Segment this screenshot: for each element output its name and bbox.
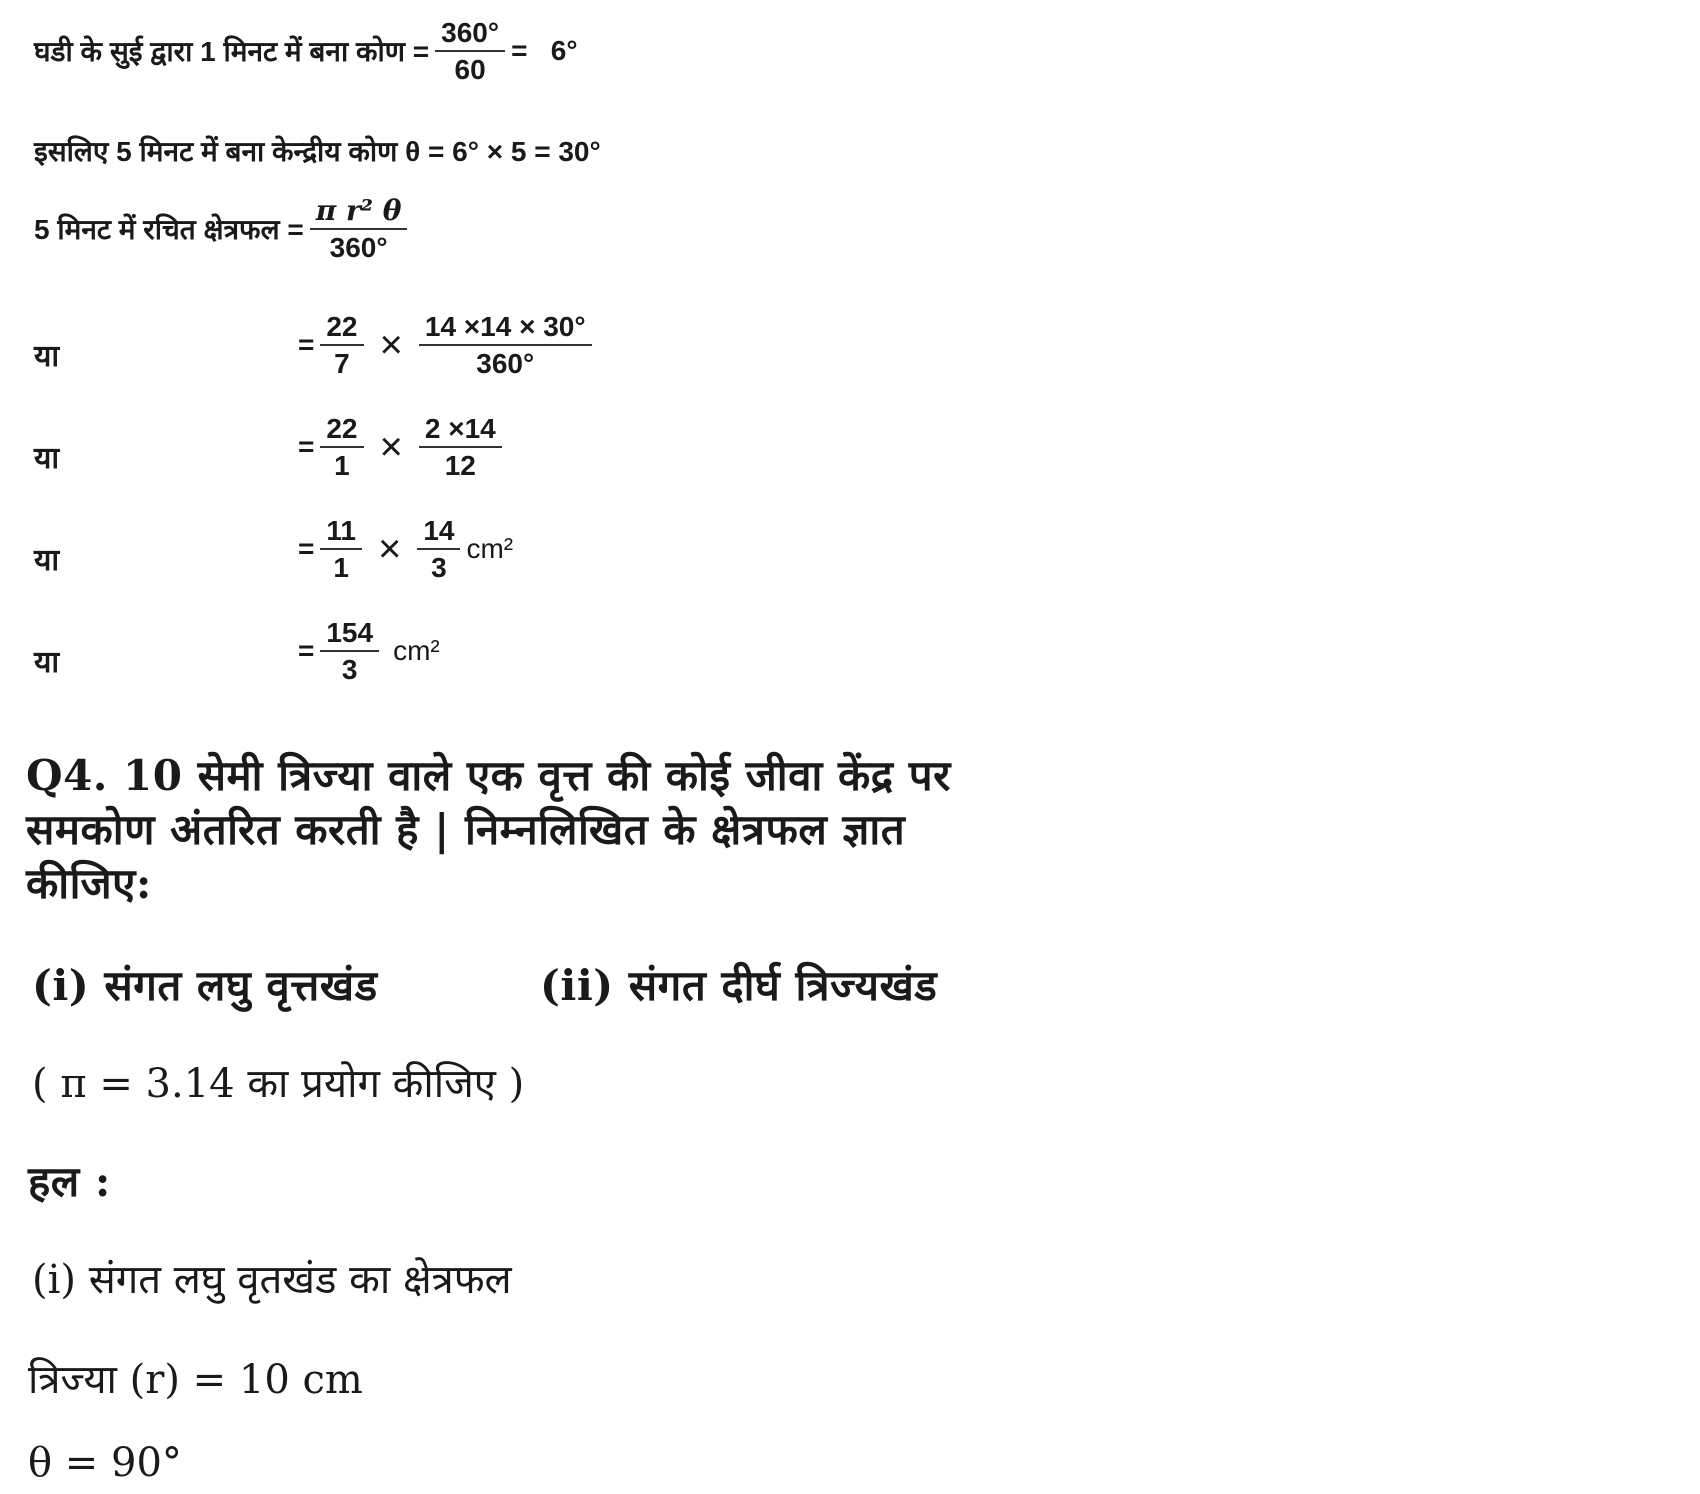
sector-area-text: 5 मिनट में रचित क्षेत्रफल = — [34, 214, 304, 246]
times-sign: × — [379, 322, 403, 367]
clock-angle-text: घडी के सुई द्वारा 1 मिनट में बना कोण = — [34, 36, 430, 68]
unit-label: cm² — [466, 533, 514, 565]
equals-sign: = — [298, 533, 315, 565]
clock-angle-fraction — [435, 18, 505, 85]
times-sign: × — [377, 526, 402, 571]
step-fraction-1 — [320, 414, 363, 481]
fraction-numerator: 14 ×14 × 30° — [419, 312, 592, 346]
question-part-ii: (ii) संगत दीर्घ त्रिज्यखंड — [540, 961, 938, 1010]
question-line-1: Q4. 10 सेमी त्रिज्या वाले एक वृत्त की कोई जीवा केंद्र पर — [26, 751, 951, 800]
step-row-3 — [298, 516, 513, 583]
equals-sign: = — [298, 431, 315, 463]
answer-part-i-heading: (i) संगत लघु वृतखंड का क्षेत्रफल — [32, 1257, 512, 1303]
radius-line: त्रिज्या (r) = 10 cm — [28, 1357, 363, 1403]
step-fraction-1 — [320, 516, 362, 583]
step-label: या — [34, 646, 60, 679]
fraction-denominator: 7 — [334, 348, 350, 380]
step-label: या — [34, 544, 60, 577]
fraction-numerator: 22 — [320, 414, 363, 448]
fraction-numerator: 2 ×14 — [419, 414, 502, 448]
equals-sign: = — [298, 329, 315, 361]
clock-angle-line — [34, 18, 578, 85]
fraction-numerator: 360° — [435, 18, 505, 52]
fraction-numerator: π r² θ — [310, 196, 408, 230]
fraction-denominator: 360° — [329, 232, 388, 264]
fraction-denominator: 1 — [334, 450, 350, 482]
fraction-denominator: 60 — [454, 54, 486, 86]
fraction-numerator: 22 — [320, 312, 363, 346]
equals-sign: = — [298, 635, 315, 667]
step-fraction-2 — [417, 516, 460, 583]
step-label: या — [34, 340, 60, 373]
pi-note: ( π = 3.14 का प्रयोग कीजिए ) — [32, 1061, 525, 1107]
fraction-numerator: 11 — [320, 516, 362, 550]
theta-line: θ = 90° — [28, 1440, 182, 1486]
step-fraction-1 — [320, 312, 363, 379]
fraction-denominator: 12 — [444, 450, 476, 482]
step-fraction-2 — [419, 414, 502, 481]
fraction-denominator: 1 — [333, 552, 349, 584]
central-angle-line — [34, 132, 601, 170]
question-line-3: कीजिए: — [26, 859, 152, 908]
sector-area-fraction — [310, 196, 408, 263]
step-row-1 — [298, 312, 598, 379]
fraction-numerator: 14 — [417, 516, 460, 550]
solution-heading: हल : — [28, 1157, 111, 1206]
final-fraction — [320, 618, 379, 685]
question-part-i: (i) संगत लघु वृत्तखंड — [32, 961, 378, 1010]
fraction-denominator: 3 — [431, 552, 447, 584]
fraction-denominator: 3 — [341, 654, 358, 686]
step-label: या — [34, 442, 60, 475]
step-fraction-2 — [419, 312, 592, 379]
final-step-row — [298, 618, 440, 685]
unit-label: cm² — [393, 635, 440, 667]
clock-angle-result: = 6° — [511, 35, 578, 67]
times-sign: × — [379, 424, 403, 469]
fraction-denominator: 360° — [476, 348, 535, 380]
sector-area-formula-line — [34, 196, 413, 263]
central-angle-text: इसलिए 5 मिनट में बना केन्द्रीय कोण θ = 6° × 5 = 30° — [34, 136, 601, 167]
step-row-2 — [298, 414, 508, 481]
question-line-2: समकोण अंतरित करती है | निम्नलिखित के क्षेत्रफल ज्ञात — [26, 805, 906, 854]
fraction-numerator: 154 — [320, 618, 379, 652]
